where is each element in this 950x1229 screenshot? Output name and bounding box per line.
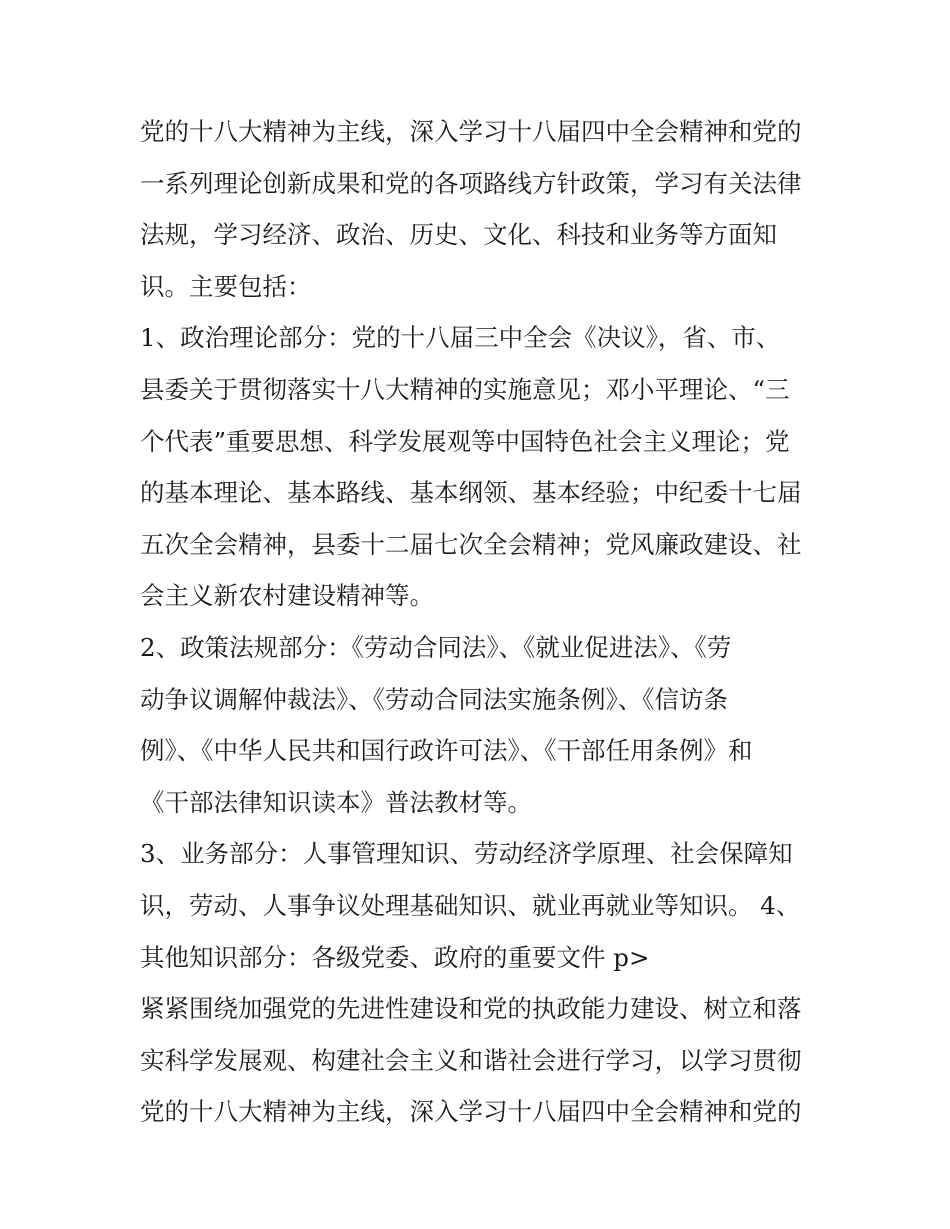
text-line-12: 动争议调解仲裁法》、《劳动合同法实施条例》、《信访条 [140, 684, 728, 714]
text-line-8: 的基本理论、基本路线、基本纲领、基本经验；中纪委十七届 [140, 478, 802, 508]
text-line-10: 会主义新农村建设精神等。 [140, 581, 434, 611]
text-line-9: 五次全会精神，县委十二届七次全会精神；党风廉政建设、社 [140, 529, 802, 559]
text-line-19: 实科学发展观、构建社会主义和谐社会进行学习，以学习贯彻 [140, 1045, 802, 1075]
text-line-13: 例》、《中华人民共和国行政许可法》、《干部任用条例》和 [140, 736, 753, 766]
text-line-11: 2、政策法规部分：《劳动合同法》、《就业促进法》、《劳 [140, 632, 732, 662]
text-line-14: 《干部法律知识读本》普法教材等。 [140, 787, 532, 817]
text-line-2: 一系列理论创新成果和党的各项路线方针政策，学习有关法律 [140, 168, 802, 198]
text-line-18: 紧紧围绕加强党的先进性建设和党的执政能力建设、树立和落 [140, 994, 802, 1024]
text-line-5: 1、政治理论部分：党的十八届三中全会《决议》，省、市、 [140, 323, 781, 353]
text-line-6: 县委关于贯彻落实十八大精神的实施意见；邓小平理论、“三 [140, 374, 790, 404]
text-line-3: 法规，学习经济、政治、历史、文化、科技和业务等方面知 [140, 220, 777, 250]
text-line-17: 其他知识部分：各级党委、政府的重要文件 p> [140, 942, 650, 972]
text-line-7: 个代表”重要思想、科学发展观等中国特色社会主义理论；党 [140, 426, 790, 456]
text-line-20: 党的十八大精神为主线，深入学习十八届四中全会精神和党的 [140, 1097, 802, 1127]
text-line-15: 3、业务部分：人事管理知识、劳动经济学原理、社会保障知 [140, 839, 793, 869]
document-body [140, 106, 816, 1138]
text-line-4: 识。主要包括： [140, 271, 312, 301]
text-line-1: 党的十八大精神为主线，深入学习十八届四中全会精神和党的 [140, 117, 802, 146]
text-line-16: 识，劳动、人事争议处理基础知识、就业再就业等知识。 4、 [140, 890, 801, 920]
